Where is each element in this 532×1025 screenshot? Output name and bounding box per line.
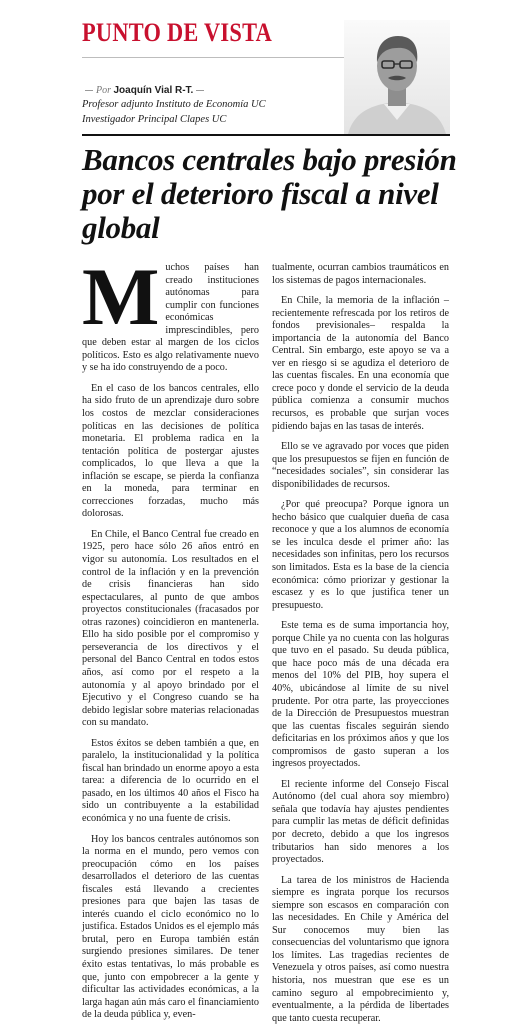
author-portrait-image: [344, 20, 450, 134]
paragraph-4: Estos éxitos se deben también a que, en paralelo, la institucionalidad y la política fiscal han brindado un enorme apoyo a esta tarea: a diferencia de lo ocurrido en el pasado, en los últimos 40 años el Fisco ha sido un contribuyente a la estabilidad económica y no una fuente de crisis.: [82, 737, 259, 824]
paragraph-3: En Chile, el Banco Central fue creado en 1925, pero hace sólo 26 años entró en vigor su autonomía. Los resultados en el control de la inflación y en la prevención de crisis financieras han sido espectaculares, al punto de que ambos proyectos constitucionales (fracasados por otras razones) coincidieron en mantenerla. Ello ha sido posible por el compromiso y perseverancia de los directivos y el personal del Banco Central en todos estos años, así como por el respeto a la autonomía y al apoyo brindado por el Ejecutivo y el Congreso cuando se ha debido legislar sobre materias relacionadas con su mandato.: [82, 528, 259, 729]
headline: Bancos centrales bajo presión por el deterioro fiscal a nivel global: [82, 142, 457, 245]
paragraph-2: En el caso de los bancos centrales, ello ha sido fruto de un aprendizaje duro sobre los costos de mezclar consideraciones políticas en las decisiones de política monetaria. El problema radica en la tentación política de postergar ajustes complicados, lo que lleva a que la inflación se escape, se pierda la confianza en la moneda, para terminar en correcciones forzadas, mucho más dolorosas.: [82, 382, 259, 520]
byline-prefix: Por: [96, 85, 111, 96]
paragraph-9: ¿Por qué preocupa? Porque ignora un hecho básico que cualquier dueña de casa reconoce y que a los alumnos de economía se les inculca desde el primer año: las necesidades son infinitas, pero los recursos son limitados. Esta es la base de la ciencia económica: cómo priorizar y gestionar la escasez y es lo que justifica tener un presupuesto.: [272, 499, 449, 611]
article-column-left: [82, 251, 259, 1022]
byline-rule: [82, 134, 450, 136]
paragraph-6: tualmente, ocurran cambios traumáticos en los sistemas de pagos internacionales.: [272, 262, 449, 286]
paragraph-11: El reciente informe del Consejo Fiscal Autónomo (del cual ahora soy miembro) señala que todavía hay ajustes pendientes para cumplir las metas de déficit definidas por decreto, debido a que los ingresos tributarios han sido menores a los proyectados.: [272, 778, 449, 866]
author-name: Joaquín Vial R-T.: [113, 85, 194, 96]
paragraph-5: Hoy los bancos centrales autónomos son la norma en el mundo, pero vemos con preocupación cómo en los países desarrollados el deterioro de las cuentas fiscales está llevando a crecientes presiones para que bajen las tasas de interés cuando el ciclo económico no lo justifica. Estados Unidos es el ejemplo más brutal, pero en Europa también están surgiendo presiones similares. De tener éxito estas tentativas, lo más probable es que, junto con empobrecer a la gente y dificultar las actividades económicas, a la larga hagan aún más caro el financiamiento de la deuda pública y, even-: [82, 833, 259, 1021]
section-title: PUNTO DE VISTA: [82, 18, 272, 47]
paragraph-12: La tarea de los ministros de Hacienda siempre es ingrata porque los recursos siempre son escasos en comparación con las necesidades. En Chile y América del Sur conocemos muy bien las consecuencias del voluntarismo que ignora los límites. Las tragedias recientes de Venezuela y otros países, así como nuestra historia, nos muestran que ese es un camino seguro al empobrecimiento y, eventualmente, a la pérdida de libertades que tanto cuesta recuperar.: [272, 874, 449, 1024]
author-role-1: Profesor adjunto Instituto de Economía UC: [82, 99, 266, 110]
byline: [82, 85, 207, 96]
paragraph-7: En Chile, la memoria de la inflación –recientemente refrescada por los retiros de fondos previsionales– respalda la importancia de la autonomía del Banco Central. Sin embargo, este apoyo se va a ver en riesgo si se agudiza el deterioro de las cuentas fiscales. En una economía que crece poco y donde el servicio de la deuda pública comienza a consumir muchos recursos, es probable que surjan voces pidiendo bajas en las tasas de interés.: [272, 295, 449, 432]
author-role-2: Investigador Principal Clapes UC: [82, 114, 227, 125]
byline-dash-end: [196, 90, 204, 91]
drop-cap: M: [82, 251, 160, 342]
paragraph-8: Ello se ve agravado por voces que piden que los presupuestos se fijen en función de “necesidades sociales”, sin considerar las disponibilidades de recursos.: [272, 441, 449, 490]
paragraph-10: Este tema es de suma importancia hoy, porque Chile ya no cuenta con las holguras que tuvo en el pasado. Su deuda pública, que hace poco más de una década era menos del 10% del PIB, hoy supera el 40%, ubicándose al límite de su nivel prudente. Por otra parte, las proyecciones de la Dirección de Presupuestos muestran que las cuentas fiscales seguirán siendo deficitarias en los próximos años y que los compromisos de gasto superan a los ingresos proyectados.: [272, 620, 449, 770]
byline-dash: [85, 90, 93, 91]
paragraph-1: [82, 251, 259, 375]
author-photo: [344, 20, 450, 134]
article-column-right: [272, 262, 449, 1025]
paragraph-1-text: uchos países han creado instituciones autónomas para cumplir con funciones económicas imprescindibles, pero que deben estar al margen de los ciclos políticos. Esto es algo relativamente nuevo y se ha ido construyendo de a poco.: [82, 262, 259, 374]
